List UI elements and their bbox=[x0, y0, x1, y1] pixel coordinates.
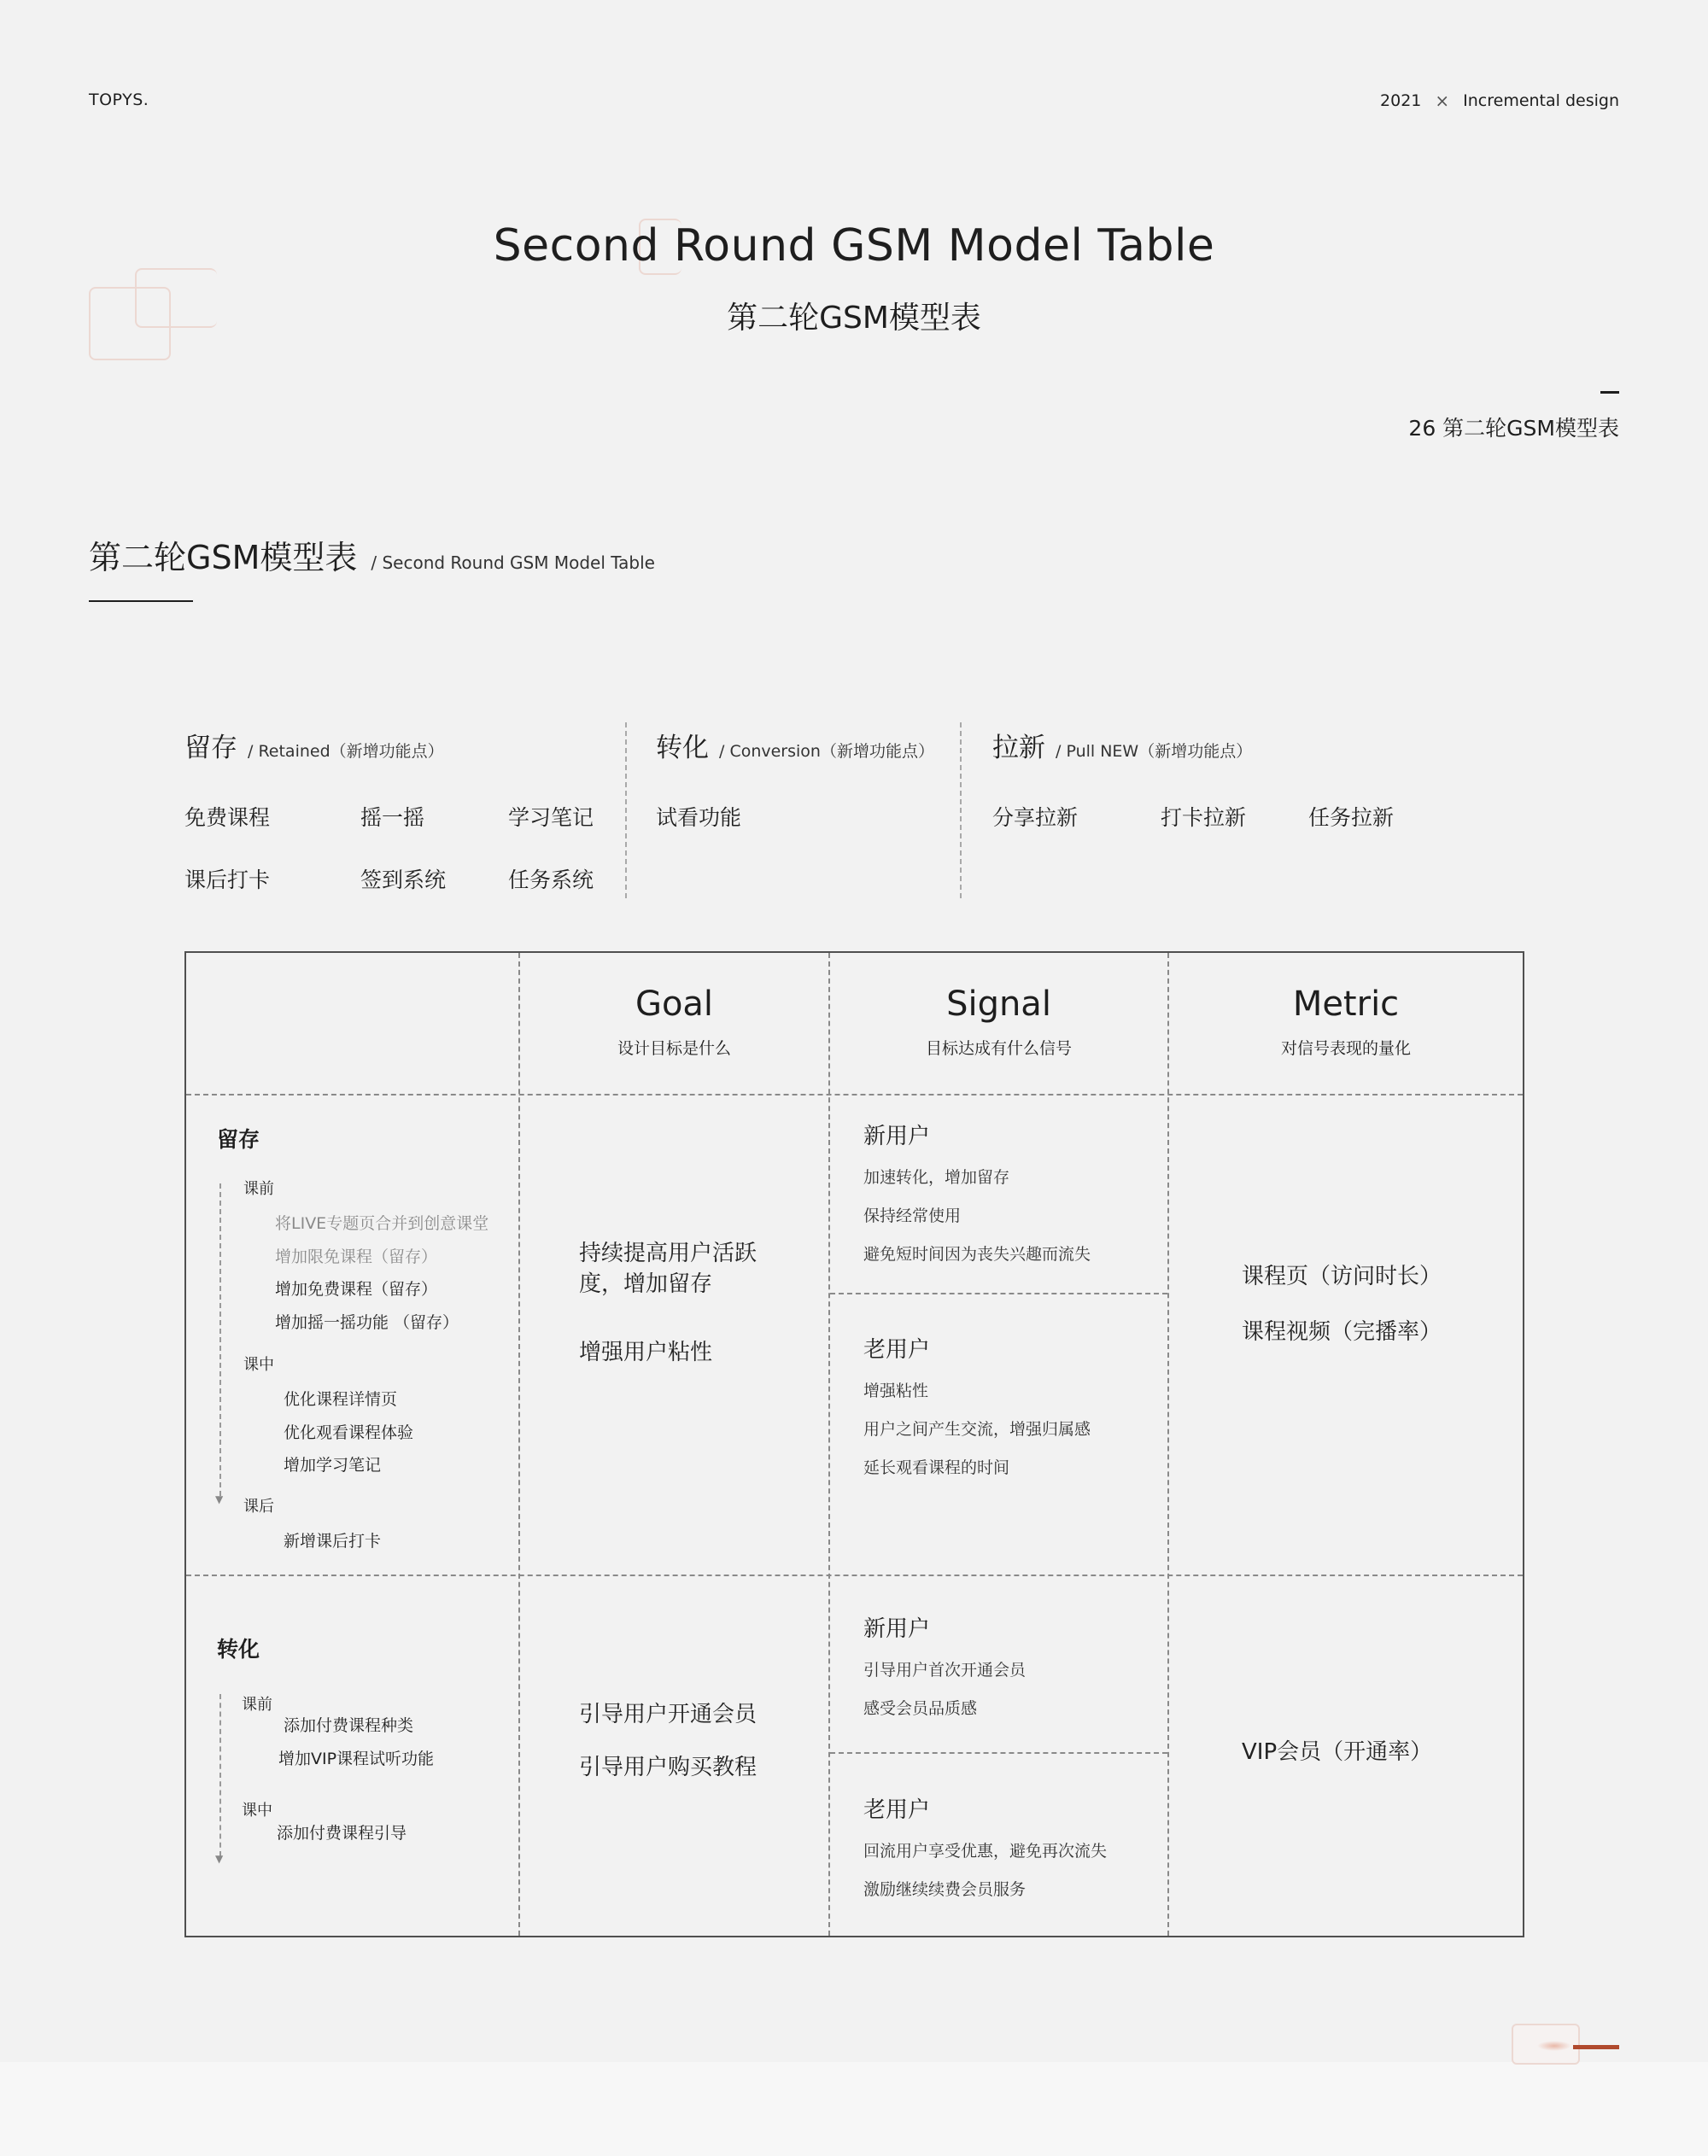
goal-text: 持续提高用户活跃 bbox=[579, 1241, 757, 1266]
feature-item: 分享拉新 bbox=[992, 805, 1079, 830]
group-name: 拉新 bbox=[992, 733, 1045, 763]
metric-text: 课程页（访问时长） bbox=[1242, 1264, 1442, 1289]
group-name: 留存 bbox=[184, 733, 237, 763]
cross-icon: × bbox=[1435, 91, 1450, 111]
column-title: Goal bbox=[635, 985, 714, 1024]
signal-title: 老用户 bbox=[863, 1337, 931, 1363]
column-title: Signal bbox=[946, 985, 1051, 1024]
gsm-table bbox=[184, 951, 1524, 1937]
stage-label: 课前 bbox=[242, 1696, 272, 1714]
signal-item: 加速转化，增加留存 bbox=[863, 1168, 1010, 1187]
table-row-divider bbox=[186, 1094, 1523, 1096]
table-col-divider bbox=[518, 953, 520, 1936]
column-subtitle: 设计目标是什么 bbox=[617, 1039, 731, 1058]
group-divider bbox=[625, 722, 627, 898]
table-col-divider bbox=[1167, 953, 1169, 1936]
arrow-down-icon: ▼ bbox=[215, 1853, 224, 1865]
stage-label: 课前 bbox=[243, 1180, 274, 1198]
decorative-glow bbox=[1537, 2041, 1571, 2051]
goal-text: 度，增加留存 bbox=[579, 1271, 713, 1297]
table-row-divider bbox=[186, 1575, 1523, 1576]
group-title-pull-new bbox=[992, 726, 1252, 764]
column-header-signal bbox=[830, 985, 1167, 1059]
group-title-conversion bbox=[656, 726, 934, 764]
accent-bar bbox=[1573, 2045, 1619, 2049]
list-item: 增加摇一摇功能 （留存） bbox=[275, 1313, 459, 1332]
arrow-down-icon: ▼ bbox=[215, 1493, 224, 1505]
signal-item: 激励继续续费会员服务 bbox=[863, 1880, 1027, 1899]
table-col-divider bbox=[828, 953, 830, 1936]
group-title-retained bbox=[184, 726, 444, 764]
column-header-metric bbox=[1169, 985, 1523, 1059]
signal-title: 新用户 bbox=[863, 1616, 931, 1642]
timeline-line bbox=[219, 1694, 221, 1856]
timeline-line bbox=[219, 1183, 221, 1496]
list-item: 添加付费课程种类 bbox=[284, 1716, 414, 1735]
row-title-retained: 留存 bbox=[217, 1127, 260, 1152]
signal-divider bbox=[830, 1752, 1167, 1754]
list-item: 优化课程详情页 bbox=[284, 1390, 398, 1409]
feature-item: 签到系统 bbox=[360, 868, 447, 892]
signal-item: 引导用户首次开通会员 bbox=[863, 1661, 1027, 1680]
stage-label: 课后 bbox=[243, 1498, 274, 1516]
signal-item: 延长观看课程的时间 bbox=[863, 1458, 1010, 1477]
list-item: 增加VIP课程试听功能 bbox=[278, 1750, 435, 1768]
signal-item: 用户之间产生交流，增强归属感 bbox=[863, 1420, 1091, 1439]
page-label: 26 第二轮GSM模型表 bbox=[1408, 416, 1619, 441]
stage-label: 课中 bbox=[242, 1802, 272, 1820]
goal-text: 增强用户粘性 bbox=[579, 1340, 713, 1365]
signal-divider bbox=[830, 1293, 1167, 1294]
goal-text: 引导用户开通会员 bbox=[579, 1702, 757, 1727]
feature-item: 任务拉新 bbox=[1308, 805, 1395, 830]
metric-text: 课程视频（完播率） bbox=[1242, 1319, 1442, 1345]
section-title: 第二轮GSM模型表 bbox=[89, 539, 358, 576]
signal-item: 回流用户享受优惠，避免再次流失 bbox=[863, 1842, 1108, 1861]
feature-item: 学习笔记 bbox=[508, 805, 594, 830]
header-project: Incremental design bbox=[1463, 91, 1619, 110]
header-meta bbox=[1380, 91, 1619, 111]
feature-item: 摇一摇 bbox=[360, 805, 425, 830]
group-subtitle: / Retained（新增功能点） bbox=[248, 742, 444, 761]
page-marker bbox=[1600, 391, 1619, 394]
column-subtitle: 目标达成有什么信号 bbox=[925, 1039, 1072, 1058]
metric-text: VIP会员（开通率） bbox=[1242, 1739, 1433, 1765]
feature-item: 课后打卡 bbox=[184, 868, 271, 892]
page-title-cn: 第二轮GSM模型表 bbox=[727, 301, 981, 336]
bottom-strip bbox=[0, 2062, 1708, 2156]
list-item: 优化观看课程体验 bbox=[284, 1423, 414, 1442]
row-title-conversion: 转化 bbox=[217, 1637, 260, 1662]
header-year: 2021 bbox=[1380, 91, 1422, 110]
list-item: 增加免费课程（留存） bbox=[275, 1280, 438, 1299]
list-item: 新增课后打卡 bbox=[284, 1532, 382, 1551]
list-item: 添加付费课程引导 bbox=[277, 1824, 407, 1843]
group-divider bbox=[960, 722, 962, 898]
goal-text: 引导用户购买教程 bbox=[579, 1755, 757, 1780]
feature-item: 免费课程 bbox=[184, 805, 271, 830]
section-subtitle: / Second Round GSM Model Table bbox=[371, 552, 655, 573]
list-item: 增加限免课程（留存） bbox=[275, 1247, 438, 1266]
feature-item: 试看功能 bbox=[656, 805, 742, 830]
stage-label: 课中 bbox=[243, 1356, 274, 1374]
column-subtitle: 对信号表现的量化 bbox=[1280, 1039, 1411, 1058]
group-subtitle: / Pull NEW（新增功能点） bbox=[1056, 742, 1253, 761]
feature-item: 任务系统 bbox=[508, 868, 594, 892]
signal-item: 保持经常使用 bbox=[863, 1207, 962, 1225]
section-heading bbox=[89, 531, 655, 578]
group-name: 转化 bbox=[656, 733, 709, 763]
feature-item: 打卡拉新 bbox=[1161, 805, 1247, 830]
signal-title: 新用户 bbox=[863, 1124, 931, 1149]
signal-title: 老用户 bbox=[863, 1797, 931, 1823]
section-underline bbox=[89, 600, 193, 602]
signal-item: 感受会员品质感 bbox=[863, 1699, 978, 1718]
column-title: Metric bbox=[1292, 985, 1400, 1024]
signal-item: 避免短时间因为丧失兴趣而流失 bbox=[863, 1245, 1091, 1264]
column-header-goal bbox=[520, 985, 828, 1059]
page-title-en: Second Round GSM Model Table bbox=[493, 220, 1215, 272]
group-subtitle: / Conversion（新增功能点） bbox=[719, 742, 934, 761]
signal-item: 增强粘性 bbox=[863, 1382, 929, 1400]
brand-logo: TOPYS. bbox=[89, 91, 149, 109]
list-item: 将LIVE专题页合并到创意课堂 bbox=[275, 1214, 489, 1233]
list-item: 增加学习笔记 bbox=[284, 1456, 382, 1475]
